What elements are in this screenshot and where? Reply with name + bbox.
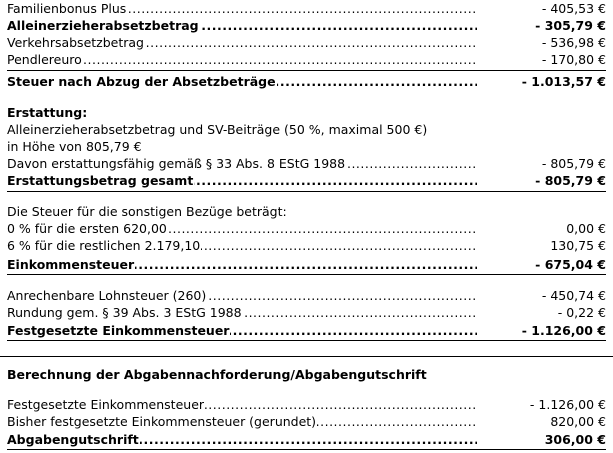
row-value: 0,00 € [566, 221, 606, 236]
divider [7, 449, 606, 450]
row-label: Anrechenbare Lohnsteuer (260) [7, 288, 207, 303]
row-label: Verkehrsabsetzbetrag [7, 35, 144, 50]
row-label: Alleinerzieherabsetzbetrag [7, 18, 199, 33]
row-value: 130,75 € [550, 238, 606, 253]
row-familienbonus [7, 0, 606, 17]
row-value: - 805,79 € [541, 156, 606, 171]
paragraph-text: in Höhe von 805,79 € [7, 139, 142, 154]
total-festgesetzte-einkommensteuer [7, 322, 606, 339]
total-value: - 675,04 € [535, 257, 606, 272]
row-label: 0 % für die ersten 620,00 [7, 221, 167, 236]
erstattung-line2 [7, 138, 606, 155]
heading-text: Berechnung der Abgabennachforderung/Abgabengutschrift [7, 367, 427, 382]
sonstige-intro [7, 203, 606, 220]
total-label: Festgesetzte Einkommensteuer [7, 323, 230, 338]
row-alleinerzieherabsetzbetrag [7, 17, 606, 34]
berechnung-heading [7, 366, 606, 383]
row-value: - 450,74 € [541, 288, 606, 303]
row-value: 820,00 € [550, 414, 606, 429]
total-abgabengutschrift [7, 431, 606, 448]
row-rundung [7, 304, 606, 321]
row-value: - 536,98 € [541, 35, 606, 50]
row-label: Festgesetzte Einkommensteuer [7, 397, 205, 412]
row-value: - 405,53 € [541, 1, 606, 16]
total-label: Abgabengutschrift [7, 432, 139, 447]
row-festgesetzte-einkommensteuer [7, 396, 606, 413]
total-value: - 805,79 € [535, 173, 606, 188]
row-label: Rundung gem. § 39 Abs. 3 EStG 1988 [7, 305, 242, 320]
total-steuer-nach-abzug [7, 73, 606, 90]
row-label: 6 % für die restlichen 2.179,10 [7, 238, 201, 253]
total-einkommensteuer [7, 256, 606, 273]
divider [7, 70, 606, 71]
erstattung-line1 [7, 121, 606, 138]
paragraph-text: Die Steuer für die sonstigen Bezüge beträgt: [7, 204, 287, 219]
total-erstattungsbetrag [7, 172, 606, 189]
total-value: 306,00 € [544, 432, 606, 447]
paragraph-text: Alleinerzieherabsetzbetrag und SV-Beiträge (50 %, maximal 500 €) [7, 122, 428, 137]
row-sechs-prozent [7, 237, 606, 254]
divider [7, 274, 606, 275]
row-value: - 0,22 € [557, 305, 606, 320]
row-value: - 305,79 € [535, 18, 606, 33]
erstattung-heading [7, 104, 606, 121]
row-verkehrsabsetzbetrag [7, 34, 606, 51]
total-value: - 1.013,57 € [521, 74, 606, 89]
row-label: Bisher festgesetzte Einkommensteuer (gerundet) [7, 414, 317, 429]
row-label: Pendlereuro [7, 52, 82, 67]
row-label: Davon erstattungsfähig gemäß § 33 Abs. 8 EStG 1988 [7, 156, 346, 171]
row-label: Familienbonus Plus [7, 1, 127, 16]
row-bisher-festgesetzt [7, 413, 606, 430]
row-pendlereuro [7, 51, 606, 68]
total-label: Steuer nach Abzug der Absetzbeträge [7, 74, 276, 89]
section-divider [0, 356, 613, 357]
row-erstattungsfaehig [7, 155, 606, 172]
total-value: - 1.126,00 € [521, 323, 606, 338]
row-anrechenbare-lohnsteuer [7, 287, 606, 304]
row-null-prozent [7, 220, 606, 237]
total-label: Einkommensteuer [7, 257, 135, 272]
row-value: - 170,80 € [541, 52, 606, 67]
total-label: Erstattungsbetrag gesamt [7, 173, 194, 188]
divider [7, 340, 606, 341]
heading-text: Erstattung: [7, 105, 88, 120]
divider [7, 191, 606, 192]
row-value: - 1.126,00 € [529, 397, 606, 412]
